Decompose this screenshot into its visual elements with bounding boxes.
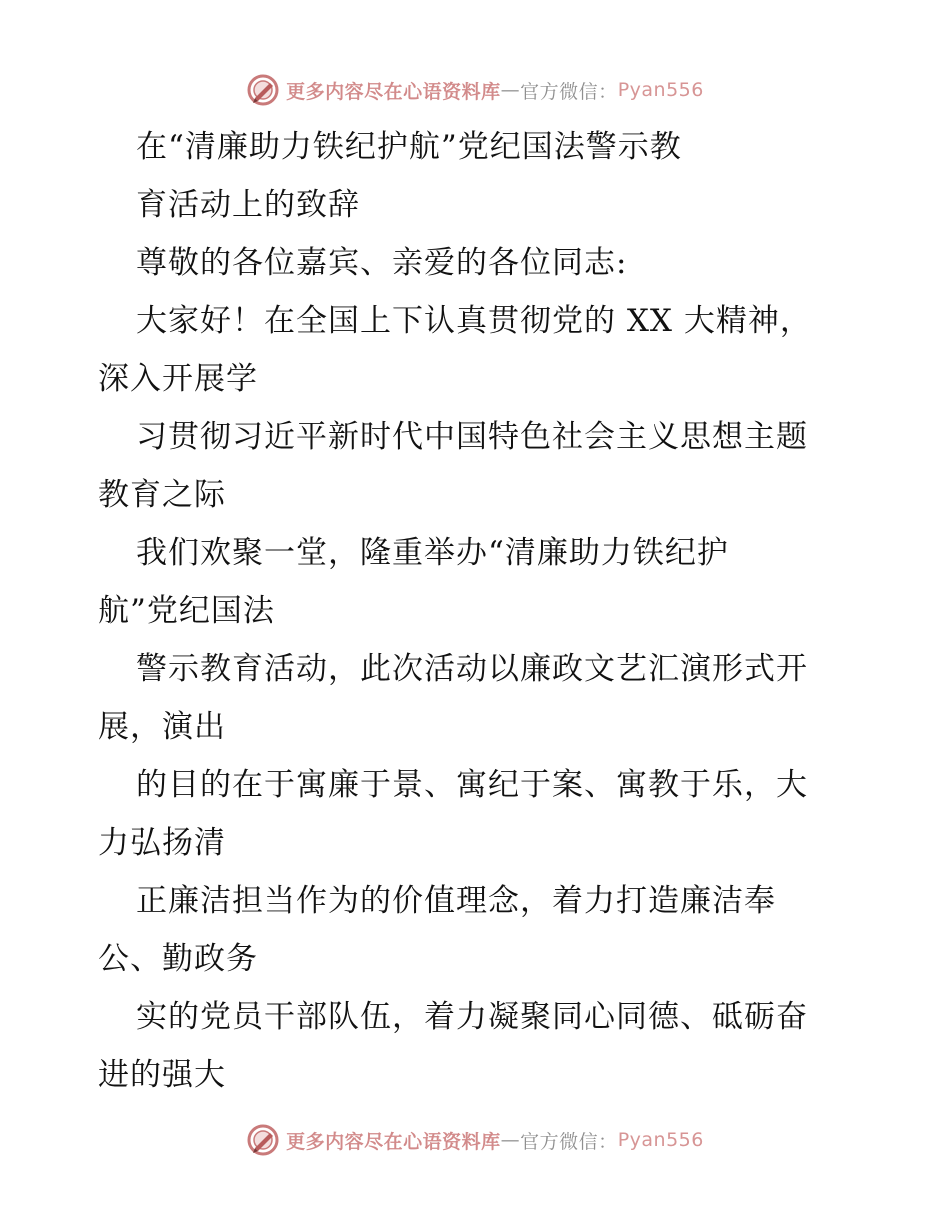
pen-logo-icon <box>246 73 280 107</box>
body-line: 尊敬的各位嘉宾、亲爱的各位同志: <box>136 245 628 281</box>
body-line: 实的党员干部队伍，着力凝聚同心同德、砥砺奋 <box>136 999 808 1035</box>
banner-handle: Pyan556 <box>617 79 704 101</box>
body-line: 展，演出 <box>98 709 226 745</box>
pen-logo-icon <box>246 1123 280 1157</box>
body-line: 警示教育活动，此次活动以廉政文艺汇演形式开 <box>136 651 808 687</box>
body-line: 航”党纪国法 <box>98 593 275 629</box>
body-line: 我们欢聚一堂，隆重举办“清廉助力铁纪护 <box>136 535 729 571</box>
body-line: 大家好！在全国上下认真贯彻党的 XX 大精神， <box>136 303 812 339</box>
banner-dash: — <box>500 79 521 101</box>
banner-label: 官方微信： <box>520 80 618 103</box>
document-body <box>98 118 868 1104</box>
banner-text <box>286 77 704 104</box>
body-line: 力弘扬清 <box>98 825 226 861</box>
banner-handle: Pyan556 <box>617 1129 704 1151</box>
body-line: 习贯彻习近平新时代中国特色社会主义思想主题 <box>136 419 808 455</box>
body-line: 育活动上的致辞 <box>136 187 360 223</box>
body-line: 在“清廉助力铁纪护航”党纪国法警示教 <box>136 129 682 165</box>
body-line: 公、勤政务 <box>98 941 258 977</box>
body-line: 正廉洁担当作为的价值理念，着力打造廉洁奉 <box>136 883 776 919</box>
banner-label: 官方微信： <box>520 1130 618 1153</box>
banner-text <box>286 1127 704 1154</box>
footer-banner <box>0 1120 950 1160</box>
banner-brand: 更多内容尽在心语资料库 <box>286 1130 501 1153</box>
body-line: 的目的在于寓廉于景、寓纪于案、寓教于乐，大 <box>136 767 808 803</box>
header-banner <box>0 70 950 110</box>
body-line: 深入开展学 <box>98 361 258 397</box>
banner-dash: — <box>500 1129 521 1151</box>
banner-brand: 更多内容尽在心语资料库 <box>286 80 501 103</box>
body-line: 教育之际 <box>98 477 226 513</box>
body-line: 进的强大 <box>98 1057 226 1093</box>
